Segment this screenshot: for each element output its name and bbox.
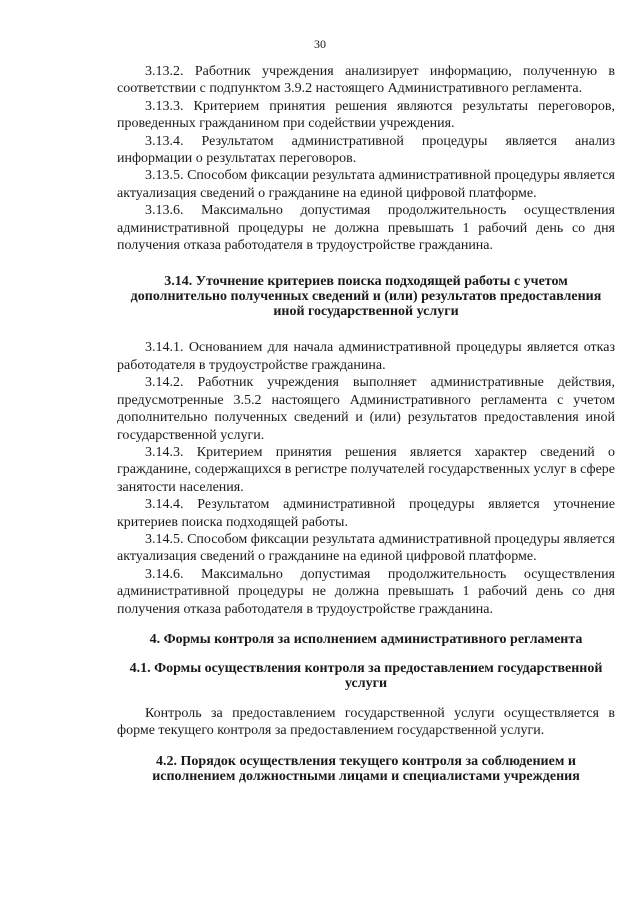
heading-section-4: 4. Формы контроля за исполнением административного регламента — [149, 631, 583, 647]
block-3-14 — [117, 339, 615, 618]
paragraph-4-1: Контроль за предоставлением государственной услуги осуществляется в форме текущего контроля за предоставлением государственной услуги. — [117, 705, 615, 739]
block-3-13 — [117, 63, 615, 254]
paragraph-3-14-5: 3.14.5. Способом фиксации результата административной процедуры является актуализация сведений о гражданине на единой цифровой платформе. — [117, 531, 615, 565]
paragraph-3-14-1: 3.14.1. Основанием для начала административной процедуры является отказ работодателя в трудоустройстве гражданина. — [117, 340, 615, 373]
paragraph-3-14-3: 3.14.3. Критерием принятия решения является характер сведений о гражданине, содержащихся в регистре получателей государственных услуг в сфере занятости населения. — [117, 444, 615, 495]
paragraph-3-13-2: 3.13.2. Работник учреждения анализирует информацию, полученную в соответствии с подпунктом 3.9.2 настоящего Административного регламента. — [117, 64, 615, 97]
paragraph-3-14-2: 3.14.2. Работник учреждения выполняет административные действия, предусмотренные 3.5.2 настоящего Административного регламента с учетом дополнительно полученных сведений и (или) результатов предоставления иной государственной услуги. — [117, 375, 615, 443]
paragraph-3-13-4: 3.13.4. Результатом административной процедуры является анализ информации о результатах переговоров. — [117, 133, 615, 167]
heading-4-2: 4.2. Порядок осуществления текущего контроля за соблюдением и исполнением должностными лицами и специалистами учреждения — [152, 753, 580, 784]
heading-4-1: 4.1. Формы осуществления контроля за предоставлением государственной услуги — [129, 660, 603, 691]
heading-3-14: 3.14. Уточнение критериев поиска подходящей работы с учетом дополнительно полученных сведений и (или) результатов предоставления иной государственной услуги — [130, 274, 602, 320]
paragraph-3-14-4: 3.14.4. Результатом административной процедуры является уточнение критериев поиска подходящей работы. — [117, 497, 615, 530]
paragraph-3-13-6: 3.13.6. Максимально допустимая продолжительность осуществления административной процедуры не должна превышать 1 рабочий день со дня получения отказа работодателя в трудоустройстве гражданина. — [117, 203, 615, 254]
document-body — [117, 63, 615, 784]
page-number: 30 — [314, 37, 326, 51]
paragraph-3-14-6: 3.14.6. Максимально допустимая продолжительность осуществления административной процедуры не должна превышать 1 рабочий день со дня получения отказа работодателя в трудоустройстве гражданина. — [117, 566, 615, 617]
paragraph-3-13-3: 3.13.3. Критерием принятия решения являются результаты переговоров, проведенных гражданином при содействии учреждения. — [117, 98, 615, 132]
paragraph-3-13-5: 3.13.5. Способом фиксации результата административной процедуры является актуализация сведений о гражданине на единой цифровой платформе. — [117, 168, 615, 201]
